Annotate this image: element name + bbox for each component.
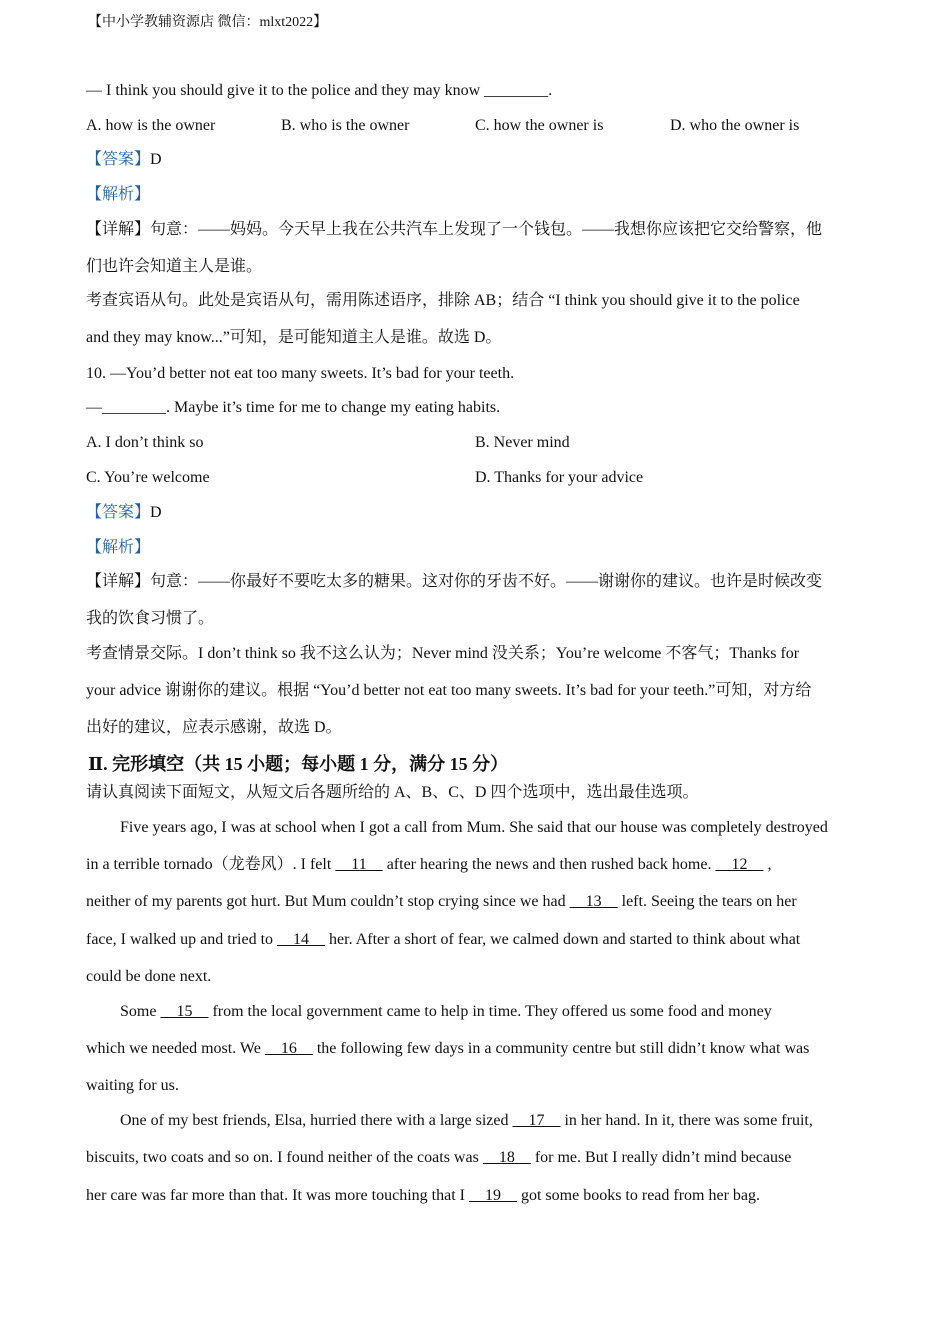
q10-analysis-tag: 【解析】 (86, 539, 151, 556)
passage-text: in a terrible tornado（龙卷风）. I felt (86, 856, 336, 873)
q10-option-c: C. You’re welcome (86, 469, 210, 486)
passage-text: her. After a short of fear, we calmed down and started to think about what (325, 931, 801, 948)
q9-answer (86, 150, 162, 170)
q10-detail-line: 【详解】句意：——你最好不要吃太多的糖果。这对你的牙齿不好。——谢谢你的建议。也许是时候改变 (86, 573, 823, 590)
q9-stem: — I think you should give it to the police and they may know ________. (86, 82, 553, 99)
passage-line: waiting for us. (86, 1077, 179, 1094)
blank-16: 16 (264, 1040, 313, 1057)
q9-option-c: C. how the owner is (475, 117, 604, 134)
q9-detail-line: 考查宾语从句。此处是宾语从句，需用陈述语序，排除 AB；结合 “I think you should give it to the police (86, 292, 800, 309)
q9-detail-line: 【详解】句意：——妈妈。今天早上我在公共汽车上发现了一个钱包。——我想你应该把它交给警察，他 (86, 221, 823, 238)
q9-detail-line: and they may know...”可知，是可能知道主人是谁。故选 D。 (86, 329, 502, 346)
q10-option-b: B. Never mind (475, 434, 570, 451)
passage-text: face, I walked up and tried to (86, 931, 278, 948)
passage-line (86, 1148, 791, 1168)
blank-12: 12 (715, 856, 764, 873)
answer-value: D (150, 504, 162, 521)
passage-line (86, 1039, 809, 1059)
passage-text: the following few days in a community centre but still didn’t know what was (312, 1040, 810, 1057)
answer-tag: 【答案】 (86, 151, 151, 168)
blank-15: 15 (160, 1003, 209, 1020)
answer-tag: 【答案】 (86, 504, 151, 521)
q10-stem: 10. —You’d better not eat too many sweets. It’s bad for your teeth. (86, 365, 515, 382)
passage-text: Some (120, 1003, 161, 1020)
passage-text: after hearing the news and then rushed back home. (382, 856, 716, 873)
passage-line: could be done next. (86, 968, 212, 985)
passage-line: Five years ago, I was at school when I got a call from Mum. She said that our house was completely destroyed (120, 819, 828, 836)
q9-option-b: B. who is the owner (281, 117, 410, 134)
q9-analysis-tag: 【解析】 (86, 186, 151, 203)
blank-11: 11 (335, 856, 383, 873)
q10-detail-line: 考查情景交际。I don’t think so 我不这么认为；Never mind 没关系；You’re welcome 不客气；Thanks for (86, 645, 800, 662)
blank-18: 18 (482, 1149, 531, 1166)
passage-text: biscuits, two coats and so on. I found neither of the coats was (86, 1149, 483, 1166)
passage-line (86, 855, 771, 875)
q10-option-a: A. I don’t think so (86, 434, 204, 451)
answer-value: D (150, 151, 162, 168)
passage-text: which we needed most. We (86, 1040, 265, 1057)
passage-text: in her hand. In it, there was some fruit, (560, 1112, 813, 1129)
section-title: Ⅱ. 完形填空（共 15 小题；每小题 1 分，满分 15 分） (88, 754, 509, 774)
passage-line (86, 1186, 760, 1206)
page-header: 【中小学教辅资源店 微信：mlxt2022】 (88, 15, 328, 30)
q10-option-d: D. Thanks for your advice (475, 469, 644, 486)
passage-line (120, 1002, 772, 1022)
passage-text: left. Seeing the tears on her (617, 893, 797, 910)
q10-answer (86, 503, 162, 523)
passage-text: , (763, 856, 772, 873)
q10-detail-line: 出好的建议，应表示感谢，故选 D。 (86, 719, 342, 736)
passage-text: got some books to read from her bag. (516, 1187, 761, 1204)
q9-option-d: D. who the owner is (670, 117, 800, 134)
blank-13: 13 (569, 893, 618, 910)
q10-detail-line: 我的饮食习惯了。 (86, 610, 215, 627)
passage-line (86, 892, 797, 912)
q10-reply: —________. Maybe it’s time for me to change my eating habits. (86, 399, 501, 416)
q9-detail-line: 们也许会知道主人是谁。 (86, 258, 263, 275)
q9-option-a: A. how is the owner (86, 117, 216, 134)
q10-detail-line: your advice 谢谢你的建议。根据 “You’d better not eat too many sweets. It’s bad for your teeth.”可知，对方给 (86, 682, 812, 699)
passage-line (86, 930, 800, 950)
section-instruction: 请认真阅读下面短文，从短文后各题所给的 A、B、C、D 四个选项中，选出最佳选项。 (86, 784, 699, 801)
blank-14: 14 (277, 931, 326, 948)
passage-text: her care was far more than that. It was more touching that I (86, 1187, 469, 1204)
passage-text: One of my best friends, Elsa, hurried there with a large sized (120, 1112, 513, 1129)
blank-19: 19 (468, 1187, 517, 1204)
passage-text: from the local government came to help in time. They offered us some food and money (208, 1003, 772, 1020)
passage-text: for me. But I really didn’t mind because (530, 1149, 792, 1166)
passage-text: neither of my parents got hurt. But Mum couldn’t stop crying since we had (86, 893, 570, 910)
passage-line (120, 1111, 813, 1131)
blank-17: 17 (512, 1112, 561, 1129)
